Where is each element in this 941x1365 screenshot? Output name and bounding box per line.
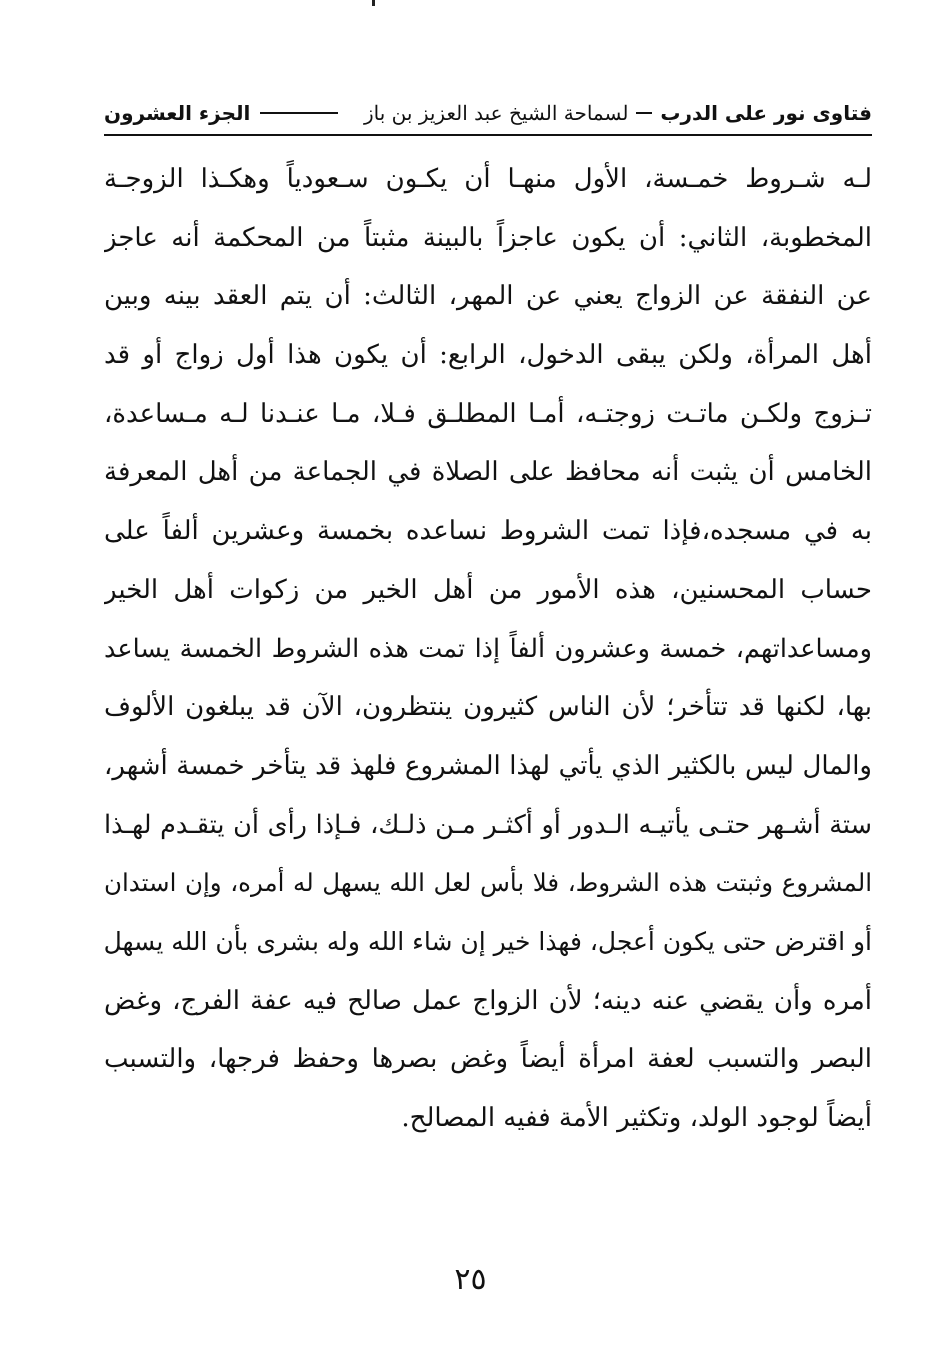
fatwa-text-body	[104, 150, 872, 1148]
book-title: فتاوى نور على الدرب	[660, 101, 872, 125]
header-dash	[636, 112, 652, 114]
text-line: ومساعداتهم، خمسة وعشرون ألفاً إذا تمت هذه الشروط الخمسة يساعد	[104, 633, 872, 664]
text-line: المخطوبة، الثاني: أن يكون عاجزاً بالبينة مثبتاً من المحكمة أنه عاجز	[104, 222, 872, 253]
volume-label: الجزء العشرون	[104, 101, 251, 125]
text-line: أو اقترض حتى يكون أعجل، فهذا خير إن شاء الله وله بشرى بأن الله يسهل	[104, 926, 872, 956]
text-line: حساب المحسنين، هذه الأمور من أهل الخير من زكوات أهل الخير	[104, 574, 872, 605]
page-number: ٢٥	[454, 1262, 487, 1297]
header-rule	[260, 112, 338, 114]
text-line: تـزوج ولكـن ماتـت زوجتـه، أمـا المطلـق فـلا، مـا عنـدنا لـه مـساعدة،	[104, 398, 872, 429]
text-line: ستة أشـهر حتـى يأتيـه الـدور أو أكثـر مـن ذلـك، فـإذا رأى أن يتقـدم لهـذا	[104, 809, 872, 840]
running-header	[104, 92, 872, 136]
text-line: والمال ليس بالكثير الذي يأتي لهذا المشروع فلهذ قد يتأخر خمسة أشهر،	[104, 750, 872, 781]
text-line: لـه شـروط خمـسة، الأول منهـا أن يكـون سـعودياً وهكـذا الزوجـة	[104, 164, 872, 194]
text-line-last: أيضاً لوجود الولد، وتكثير الأمة ففيه المصالح.	[401, 1103, 872, 1133]
header-title-group	[364, 101, 872, 125]
text-line: به في مسجده،فإذا تمت الشروط نساعده بخمسة وعشرين ألفاً على	[104, 516, 872, 547]
text-line: المشروع وثبتت هذه الشروط، فلا بأس لعل الله يسهل له أمره، وإن استدان	[104, 868, 872, 898]
header-volume-group	[104, 101, 344, 125]
text-line: أمره وأن يقضي عنه دينه؛ لأن الزواج عمل صالح فيه عفة الفرج، وغض	[104, 985, 872, 1016]
text-line: عن النفقة عن الزواج يعني عن المهر، الثالث: أن يتم العقد بينه وبين	[104, 281, 872, 312]
author-credit: لسماحة الشيخ عبد العزيز بن باز	[364, 101, 629, 125]
text-line: الخامس أن يثبت أنه محافظ على الصلاة في الجماعة من أهل المعرفة	[104, 457, 872, 488]
text-line: البصر والتسبب لعفة امرأة أيضاً وغض بصرها وحفظ فرجها، والتسبب	[104, 1044, 872, 1075]
text-line: بها، لكنها قد تتأخر؛ لأن الناس كثيرون ينتظرون، الآن قد يبلغون الألوف	[104, 692, 872, 723]
text-line: أهل المرأة، ولكن يبقى الدخول، الرابع: أن يكون هذا أول زواج أو قد	[104, 340, 872, 371]
scan-mark	[372, 0, 375, 6]
